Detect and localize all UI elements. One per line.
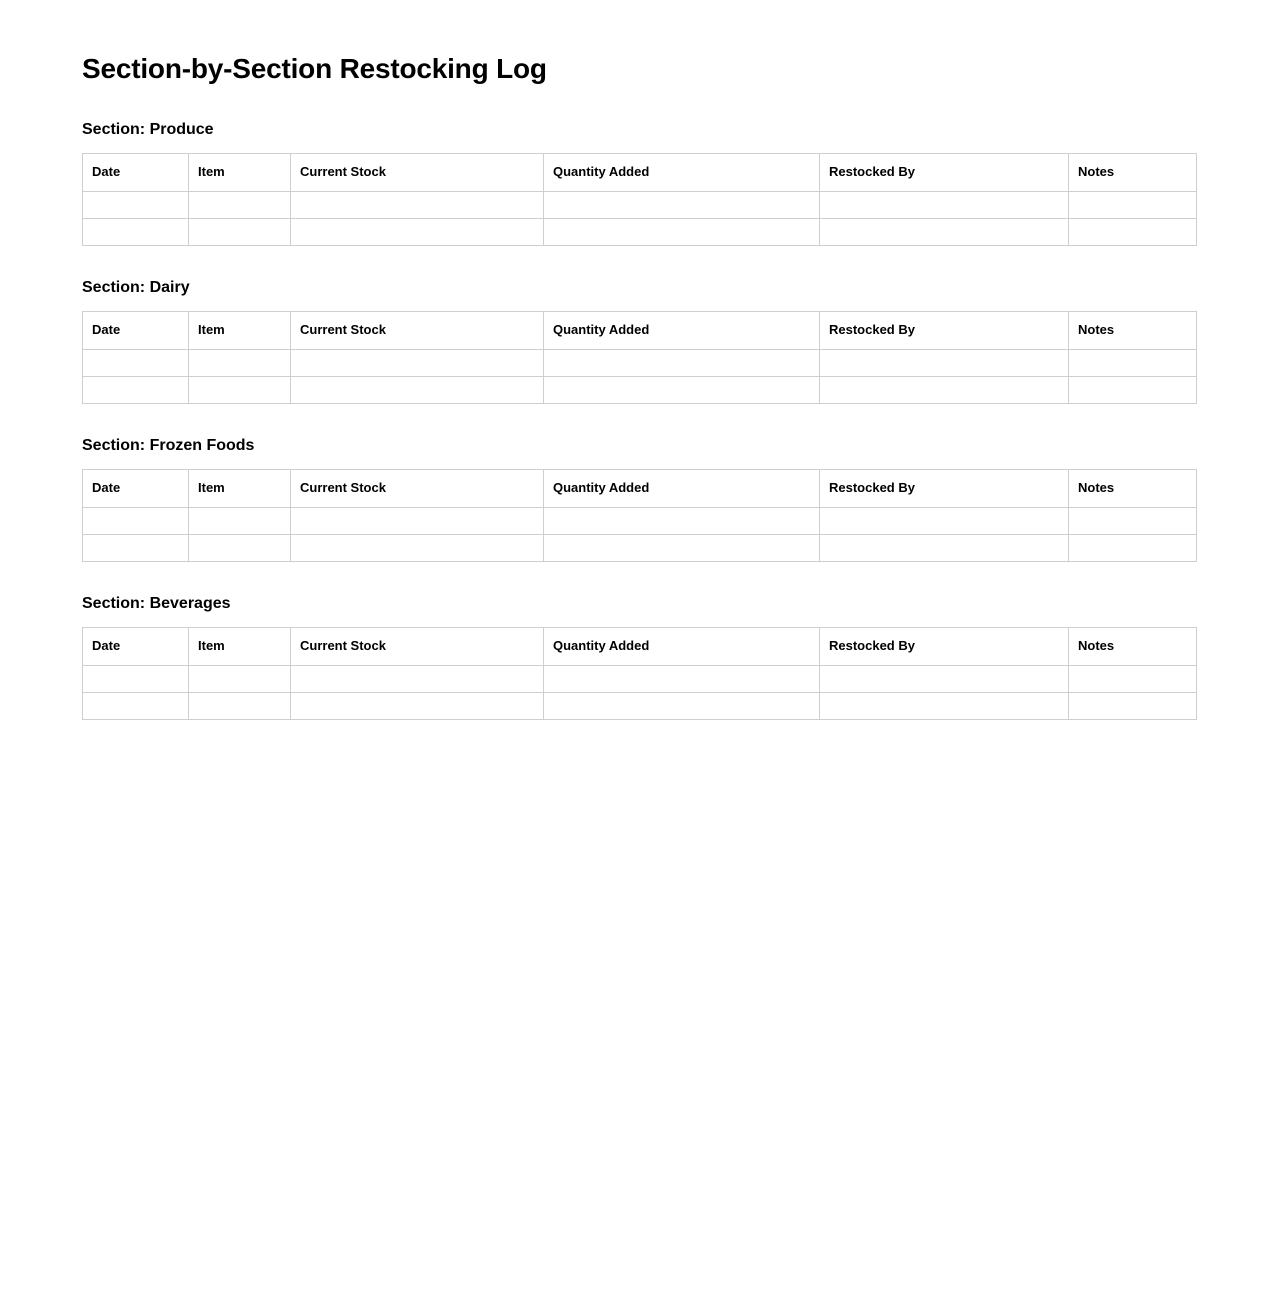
cell-current-stock[interactable] [291,191,544,218]
section-produce [82,120,1196,246]
cell-date[interactable] [83,508,189,535]
cell-item[interactable] [189,535,291,562]
cell-restocked-by[interactable] [820,349,1069,376]
column-header-quantity-added: Quantity Added [544,628,820,666]
column-header-current-stock: Current Stock [291,470,544,508]
cell-restocked-by[interactable] [820,666,1069,693]
cell-item[interactable] [189,191,291,218]
section-heading: Section: Frozen Foods [82,436,255,454]
restocking-table-beverages [82,627,1197,720]
cell-quantity-added[interactable] [544,376,820,403]
cell-notes[interactable] [1069,666,1197,693]
cell-restocked-by[interactable] [820,535,1069,562]
section-heading: Section: Beverages [82,595,231,613]
cell-item[interactable] [189,376,291,403]
column-header-restocked-by: Restocked By [820,628,1069,666]
column-header-item: Item [189,470,291,508]
column-header-restocked-by: Restocked By [820,470,1069,508]
section-heading: Section: Dairy [82,278,190,296]
cell-item[interactable] [189,508,291,535]
column-header-quantity-added: Quantity Added [544,153,820,191]
cell-date[interactable] [83,666,189,693]
cell-notes[interactable] [1069,349,1197,376]
column-header-quantity-added: Quantity Added [544,311,820,349]
cell-restocked-by[interactable] [820,191,1069,218]
section-beverages [82,594,1196,720]
cell-restocked-by[interactable] [820,376,1069,403]
table-row [83,191,1197,218]
cell-current-stock[interactable] [291,508,544,535]
table-row [83,693,1197,720]
cell-item[interactable] [189,666,291,693]
column-header-date: Date [83,628,189,666]
cell-quantity-added[interactable] [544,218,820,245]
column-header-notes: Notes [1069,470,1197,508]
column-header-date: Date [83,153,189,191]
cell-restocked-by[interactable] [820,693,1069,720]
cell-date[interactable] [83,218,189,245]
section-frozen-foods [82,436,1196,562]
table-header-row [83,153,1197,191]
cell-current-stock[interactable] [291,666,544,693]
cell-restocked-by[interactable] [820,508,1069,535]
table-row [83,508,1197,535]
table-row [83,535,1197,562]
column-header-notes: Notes [1069,628,1197,666]
cell-item[interactable] [189,218,291,245]
cell-date[interactable] [83,535,189,562]
column-header-current-stock: Current Stock [291,628,544,666]
column-header-restocked-by: Restocked By [820,153,1069,191]
section-heading: Section: Produce [82,120,214,138]
cell-notes[interactable] [1069,218,1197,245]
table-row [83,349,1197,376]
cell-current-stock[interactable] [291,376,544,403]
table-row [83,666,1197,693]
cell-notes[interactable] [1069,535,1197,562]
table-header-row [83,311,1197,349]
column-header-notes: Notes [1069,153,1197,191]
column-header-restocked-by: Restocked By [820,311,1069,349]
cell-notes[interactable] [1069,376,1197,403]
cell-date[interactable] [83,191,189,218]
cell-item[interactable] [189,349,291,376]
cell-current-stock[interactable] [291,349,544,376]
restocking-table-frozen-foods [82,469,1197,562]
column-header-item: Item [189,311,291,349]
table-header-row [83,628,1197,666]
cell-restocked-by[interactable] [820,218,1069,245]
column-header-current-stock: Current Stock [291,311,544,349]
column-header-date: Date [83,470,189,508]
cell-current-stock[interactable] [291,218,544,245]
cell-quantity-added[interactable] [544,693,820,720]
cell-quantity-added[interactable] [544,349,820,376]
column-header-notes: Notes [1069,311,1197,349]
cell-quantity-added[interactable] [544,191,820,218]
table-header-row [83,470,1197,508]
cell-quantity-added[interactable] [544,535,820,562]
column-header-quantity-added: Quantity Added [544,470,820,508]
cell-quantity-added[interactable] [544,666,820,693]
restocking-table-dairy [82,311,1197,404]
cell-date[interactable] [83,349,189,376]
cell-current-stock[interactable] [291,535,544,562]
column-header-current-stock: Current Stock [291,153,544,191]
page-title: Section-by-Section Restocking Log [82,53,547,84]
column-header-date: Date [83,311,189,349]
cell-item[interactable] [189,693,291,720]
column-header-item: Item [189,628,291,666]
cell-current-stock[interactable] [291,693,544,720]
cell-quantity-added[interactable] [544,508,820,535]
cell-date[interactable] [83,693,189,720]
column-header-item: Item [189,153,291,191]
table-row [83,376,1197,403]
cell-notes[interactable] [1069,693,1197,720]
section-dairy [82,278,1196,404]
restocking-table-produce [82,153,1197,246]
table-row [83,218,1197,245]
cell-date[interactable] [83,376,189,403]
cell-notes[interactable] [1069,191,1197,218]
cell-notes[interactable] [1069,508,1197,535]
